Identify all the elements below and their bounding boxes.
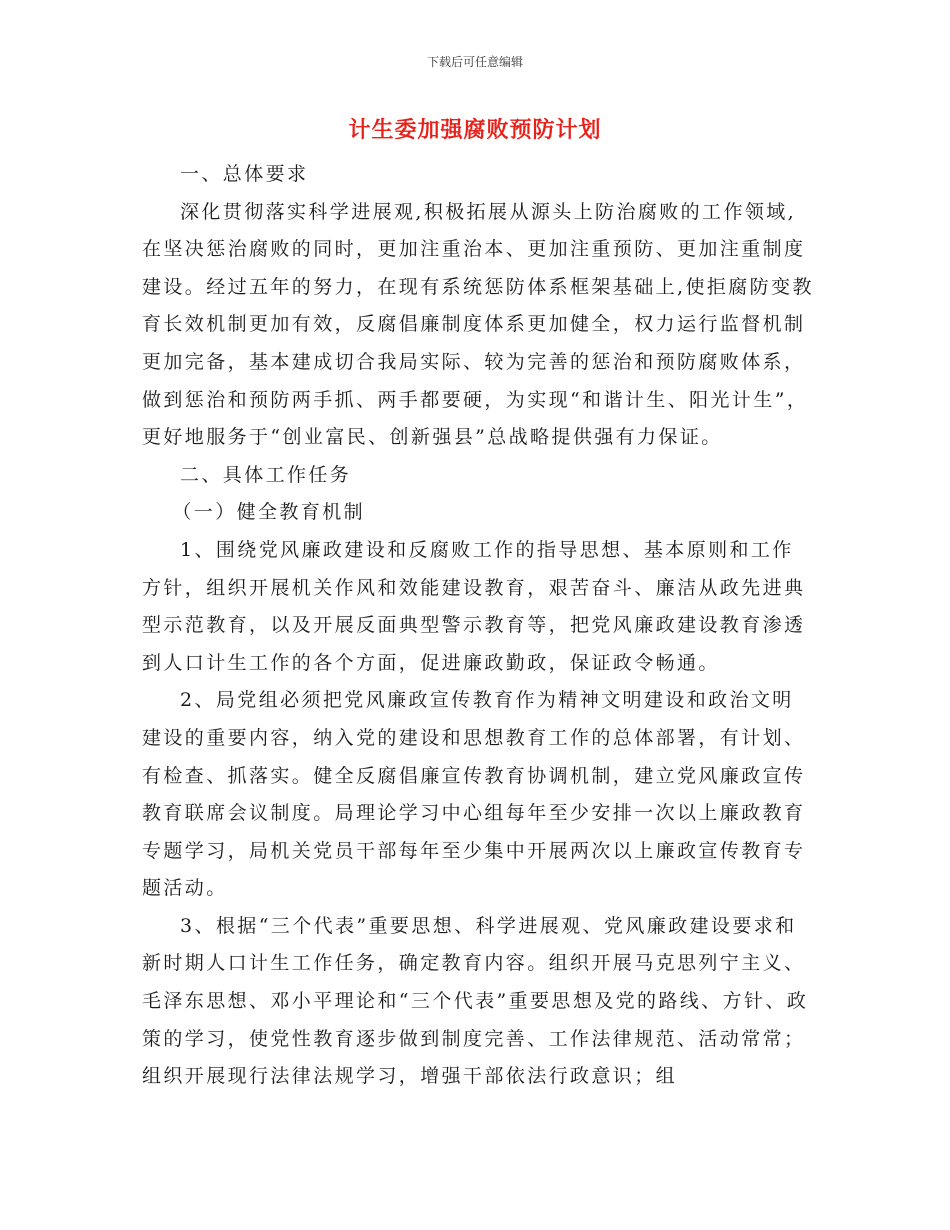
paragraph-item-2: 2、局党组必须把党风廉政宣传教育作为精神文明建设和政治文明建设的重要内容，纳入党的建设和思想教育工作的总体部署，有计划、有检查、抓落实。健全反腐倡廉宣传教育协调机制，建立党风廉政宣传教育联席会议制度。局理论学习中心组每年至少安排一次以上廉政教育专题学习，局机关党员干部每年至少集中开展两次以上廉政宣传教育专题活动。 — [142, 689, 806, 900]
section-heading-specific-tasks: 二、具体工作任务 — [180, 463, 352, 486]
page-header-note: 下载后可任意编辑 — [426, 55, 523, 69]
paragraph-item-3: 3、根据“三个代表”重要思想、科学进展观、党风廉政建设要求和新时期人口计生工作任务，确定教育内容。组织开展马克思列宁主义、毛泽东思想、邓小平理论和“三个代表”重要思想及党的路线、方针、政策的学习，使党性教育逐步做到制度完善、工作法律规范、活动常常；组织开展现行法律法规学习，增强干部依法行政意识；组 — [142, 914, 809, 1088]
document-body — [142, 156, 814, 1096]
paragraph-item-1: 1、围绕党风廉政建设和反腐败工作的指导思想、基本原则和工作方针，组织开展机关作风和效能建设教育，艰苦奋斗、廉洁从政先进典型示范教育，以及开展反面典型警示教育等，把党风廉政建设教育渗透到人口计生工作的各个方面，促进廉政勤政，保证政令畅通。 — [142, 538, 806, 674]
section-heading-general-requirements: 一、总体要求 — [180, 163, 309, 185]
subsection-heading-education-mechanism: （一）健全教育机制 — [172, 501, 365, 524]
paragraph-overview: 深化贯彻落实科学进展观,积极拓展从源头上防治腐败的工作领域,在坚决惩治腐败的同时，更加注重治本、更加注重预防、更加注重制度建设。经过五年的努力，在现有系统惩防体系框架基础上,使拒腐防变教育长效机制更加有效，反腐倡廉制度体系更加健全，权力运行监督机制更加完备，基本建成切合我局实际、较为完善的惩治和预防腐败体系，做到惩治和预防两手抓、两手都要硬，为实现“和谐计生、阳光计生”，更好地服务于“创业富民、创新强县”总战略提供强有力保证。 — [142, 200, 814, 449]
document-title: 计生委加强腐败预防计划 — [348, 117, 602, 143]
